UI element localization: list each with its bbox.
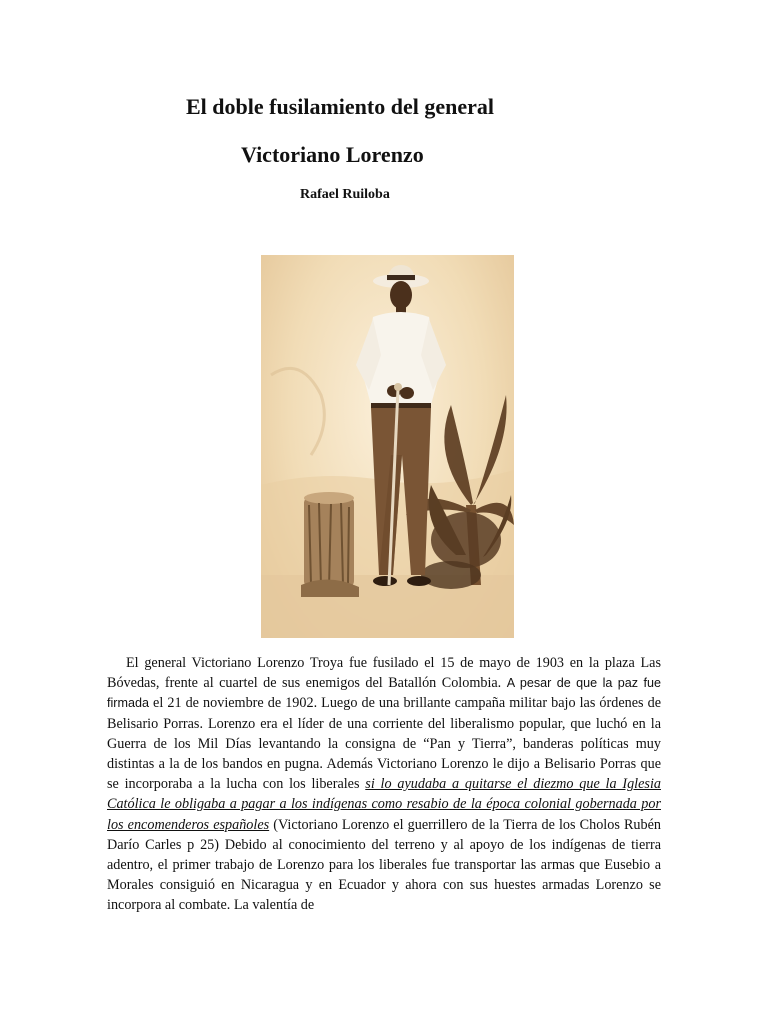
underlined-quote: si lo ayudaba a quitarse el diezmo que la Iglesia Católica le obligaba a pagar a los indígenas como resabio de la época colonial gobernada por los encomenderos españoles [107,776,661,833]
paragraph-text-2: el 21 de noviembre de 1902. Luego de una brillante campaña militar bajo las órdenes de Belisario Porras. Lorenzo era el líder de una corriente del liberalismo popular, que luchó en la Guerra de los Mil Días levantando la consigna de “Pan y Tierra”, banderas políticas muy distintas a la de los bandos en pugna. Además Victoriano Lorenzo le dijo a Belisario Porras que se incorporaba a la lucha con los liberales [107,695,661,793]
title-line-1: El doble fusilamiento del general [186,94,494,119]
paragraph-1 [107,653,661,916]
author-name: Rafael Ruiloba [300,187,390,202]
paragraph-text-3: (Victoriano Lorenzo el guerrillero de la Tierra de los Cholos Rubén Darío Carles p 25) Debido al conocimiento del terreno y al apoyo de los indígenas de tierra adentro, el primer trabajo de Lorenzo para los liberales fue transportar las armas que Eusebio a Morales consiguió en Nicaragua y en Ecuador y ahora con sus huestes armadas Lorenzo se incorpora al combate. La valentía de [107,816,661,914]
sepia-portrait-photo-icon [261,255,514,638]
body-paragraph [107,653,661,916]
title-line-2: Victoriano Lorenzo [241,142,424,167]
paragraph-text-1: El general Victoriano Lorenzo Troya fue fusilado el 15 de mayo de 1903 en la plaza Las Bóvedas, frente al cuartel de sus enemigos del Batallón Colombia. [107,655,661,692]
portrait-photo [261,255,514,638]
paragraph-text-sans: A pesar de que la paz fue firmada [107,676,661,711]
